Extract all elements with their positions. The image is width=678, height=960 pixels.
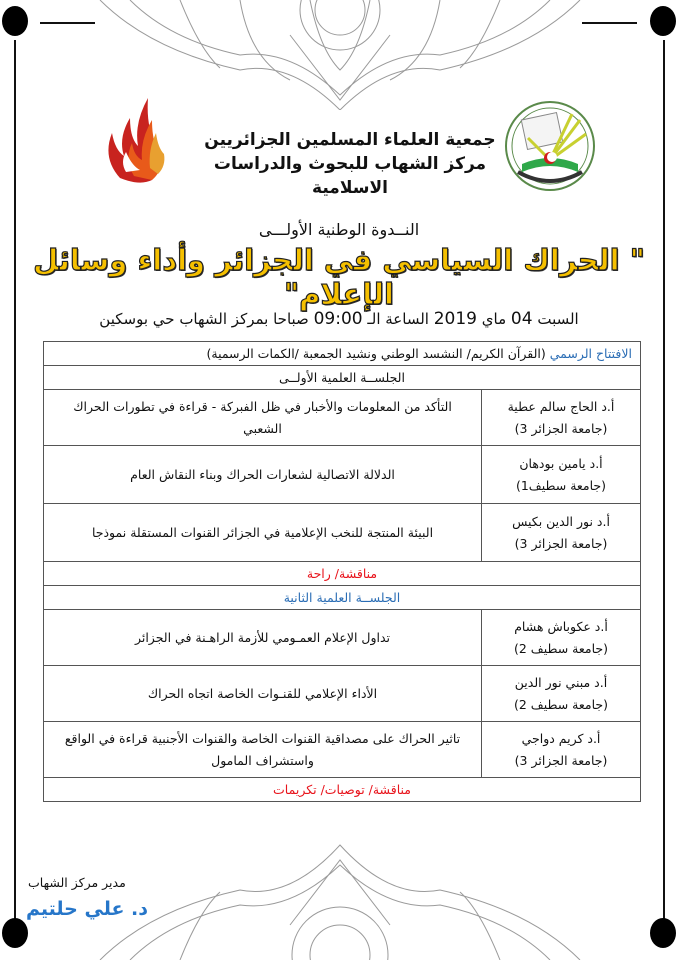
corner-dot-top-left	[2, 6, 28, 36]
event-subtitle: النــدوة الوطنية الأولـــى	[258, 220, 420, 239]
signature-name: د. علي حلتيم	[26, 898, 149, 920]
opening-row	[44, 342, 641, 366]
event-date-line	[0, 309, 678, 329]
event-title: " الحراك السياسي في الجزائر وأداء وسائل الإعلام"	[33, 243, 645, 311]
event-month: ماي	[481, 310, 507, 328]
signature-title: مدير مركز الشهاب	[28, 875, 126, 890]
closing-label: مناقشة/ توصيات/ تكريمات	[44, 778, 641, 802]
topic-cell: البيئة المنتجة للنخب الإعلامية في الجزائر القنوات المستقلة نموذجا	[44, 504, 482, 562]
topic-cell: التأكد من المعلومات والأخبار في ظل الفبركة - قراءة في تطورات الحراك الشعبي	[44, 390, 482, 446]
speaker-affiliation: (جامعة سطيف1)	[515, 477, 607, 493]
event-time: 09:00	[313, 309, 363, 329]
speaker-name: أ.د عكوباش هشام	[514, 618, 608, 634]
speaker-name: أ.د الحاج سالم عطية	[507, 398, 615, 414]
session1-title-row	[44, 366, 641, 390]
table-row	[44, 446, 641, 504]
speaker-name: أ.د نور الدين بكيس	[512, 513, 610, 529]
break-row	[44, 562, 641, 586]
speaker-affiliation: (جامعة سطيف 2)	[513, 696, 609, 712]
speaker-cell	[482, 610, 641, 666]
event-day: السبت	[537, 310, 579, 328]
table-row	[44, 504, 641, 562]
opening-details: (القرآن الكريم/ النشسد الوطني ونشيد الجمعبة /الكمات الرسمية)	[206, 346, 546, 361]
speaker-name: أ.د يامين بودهان	[519, 455, 603, 471]
topic-cell: الدلالة الاتصالية لشعارات الحراك وبناء النقاش العام	[44, 446, 482, 504]
speaker-affiliation: (جامعة الجزائر 3)	[514, 752, 608, 768]
frame-top-right-line	[582, 22, 637, 24]
corner-dot-bottom-left	[2, 918, 28, 948]
center-name: مركز الشهاب للبحوث والدراسات الاسلامية	[213, 154, 487, 198]
speaker-cell	[482, 666, 641, 722]
speaker-name: أ.د كريم دواجي	[521, 730, 601, 746]
program-table	[43, 341, 641, 802]
flame-logo-icon	[100, 88, 180, 188]
table-row	[44, 722, 641, 778]
speaker-affiliation: (جامعة الجزائر 3)	[514, 535, 608, 551]
opening-label: الافتتاح الرسمي	[549, 346, 632, 361]
frame-top-left-line	[40, 22, 95, 24]
topic-cell: تداول الإعلام العمـومي للأزمة الراهـنة في الجزائر	[44, 610, 482, 666]
topic-cell: الأداء الإعلامي للقنـوات الخاصة اتجاه الحراك	[44, 666, 482, 722]
mandala-bottom-ornament	[90, 840, 590, 960]
organization-header	[185, 128, 515, 200]
session2-title-row	[44, 586, 641, 610]
event-time-label: الساعة الـ	[367, 310, 429, 328]
break-label: مناقشة/ راحة	[44, 562, 641, 586]
speaker-affiliation: (جامعة سطيف 2)	[513, 640, 609, 656]
event-location: صباحا بمركز الشهاب حي بوسكين	[99, 310, 309, 328]
closing-row	[44, 778, 641, 802]
session2-title: الجلســة العلمية الثانية	[44, 586, 641, 610]
opening-cell	[44, 342, 641, 366]
event-day-number: 04	[510, 309, 533, 329]
table-row	[44, 390, 641, 446]
frame-right-line	[663, 40, 665, 920]
speaker-cell	[482, 446, 641, 504]
association-emblem-icon	[500, 98, 600, 194]
table-row	[44, 666, 641, 722]
table-row	[44, 610, 641, 666]
speaker-affiliation: (جامعة الجزائر 3)	[514, 420, 608, 436]
organization-name: جمعية العلماء المسلمين الجزائريين	[204, 130, 496, 150]
corner-dot-top-right	[650, 6, 676, 36]
corner-dot-bottom-right	[650, 918, 676, 948]
speaker-name: أ.د مبني نور الدين	[514, 674, 608, 690]
frame-left-line	[14, 40, 16, 920]
speaker-cell	[482, 390, 641, 446]
speaker-cell	[482, 504, 641, 562]
speaker-cell	[482, 722, 641, 778]
topic-cell: تاثير الحراك على مصداقية القنوات الخاصة والقنوات الأجنبية قراءة في الواقع واستشراف المامول	[44, 722, 482, 778]
event-year: 2019	[433, 309, 477, 329]
session1-title: الجلســة العلمية الأولــى	[44, 366, 641, 390]
